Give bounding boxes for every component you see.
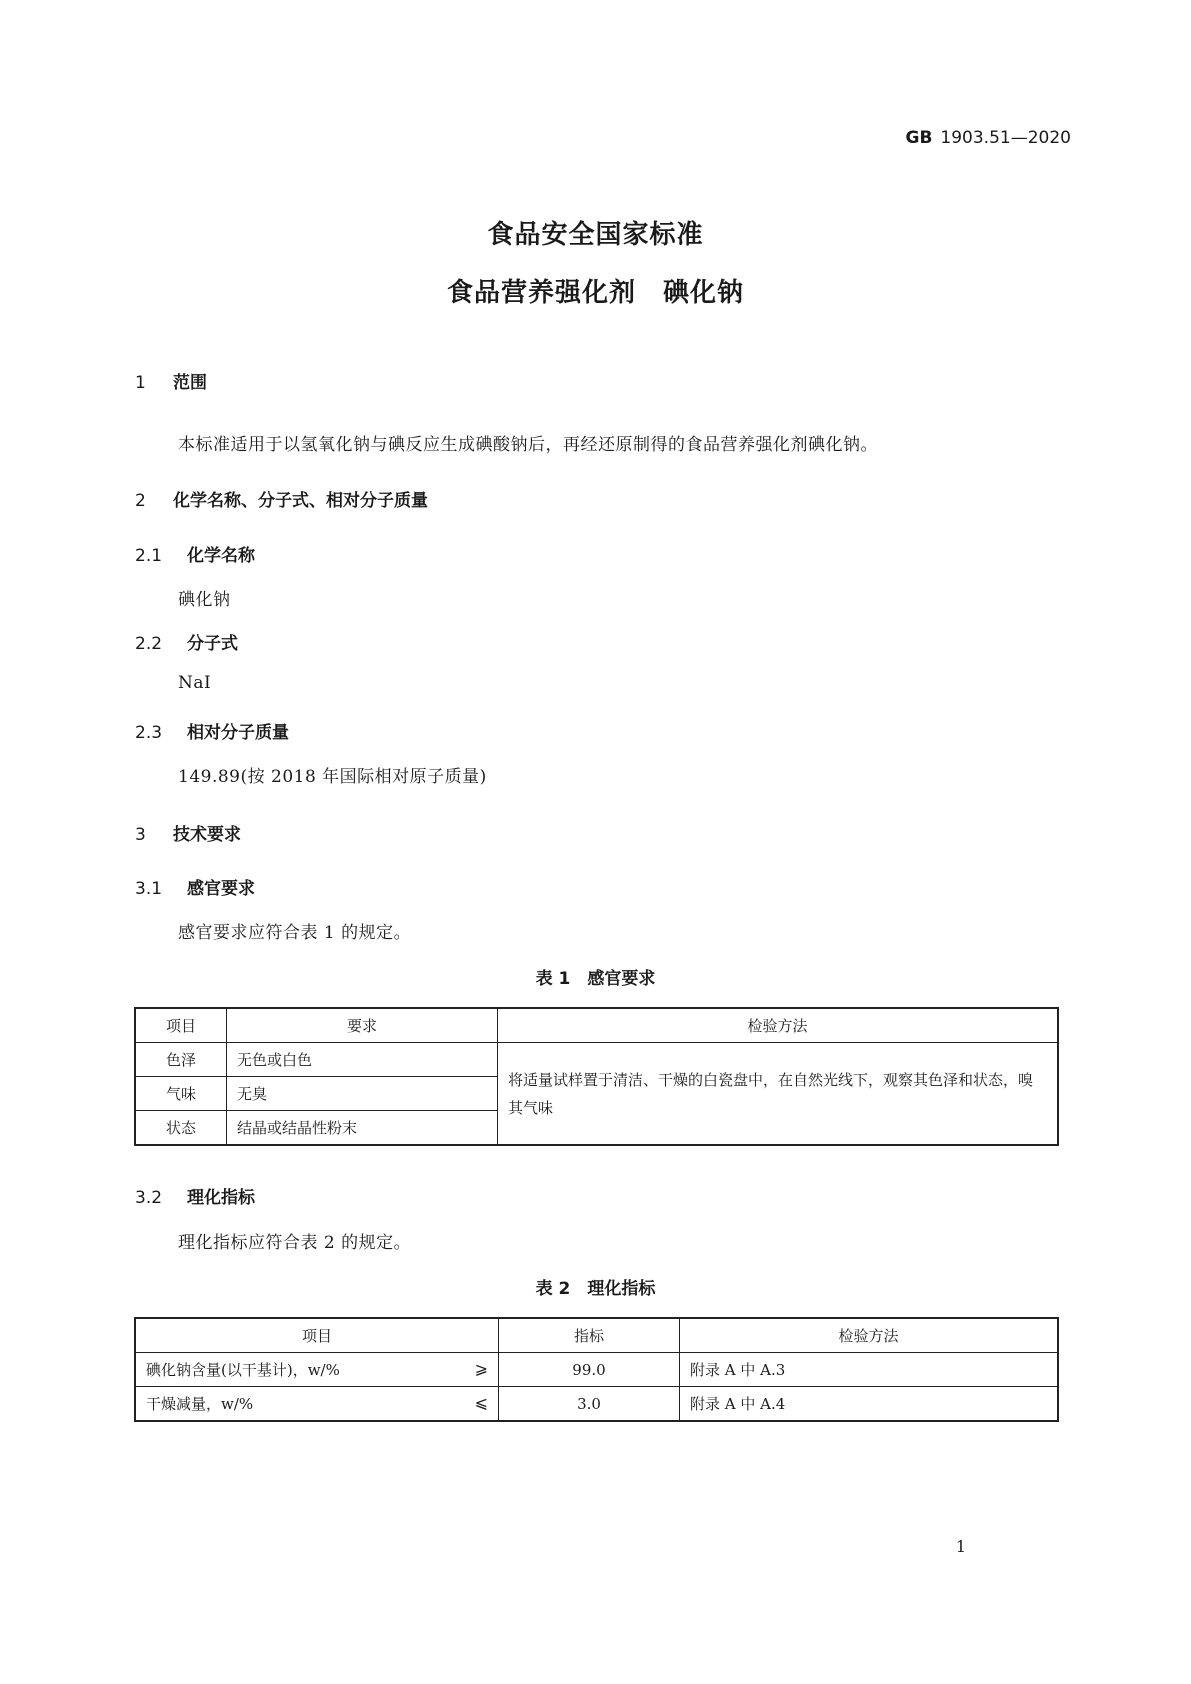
table-row <box>135 1387 1058 1422</box>
table-header-cell: 检验方法 <box>680 1318 1059 1353</box>
section-1-text: 本标准适用于以氢氧化钠与碘反应生成碘酸钠后，再经还原制得的食品营养强化剂碘化钠。 <box>178 435 878 455</box>
standard-prefix: GB <box>905 128 933 148</box>
table-1-caption: 表 1 感官要求 <box>535 969 656 989</box>
table-cell-item: 状态 <box>135 1111 227 1146</box>
table-cell-requirement: 结晶或结晶性粉末 <box>227 1111 498 1146</box>
table-header-cell: 要求 <box>227 1008 498 1043</box>
table-cell-item: 色泽 <box>135 1043 227 1077</box>
section-1-heading: 1 范围 <box>135 373 207 393</box>
table-header-cell: 检验方法 <box>498 1008 1059 1043</box>
table-cell-method: 附录 A 中 A.4 <box>680 1387 1059 1422</box>
table-header-cell: 项目 <box>135 1318 499 1353</box>
section-2-2-heading: 2.2 分子式 <box>135 634 238 654</box>
section-3-2-text: 理化指标应符合表 2 的规定。 <box>178 1233 412 1253</box>
table-cell-value: 99.0 <box>499 1353 680 1387</box>
table-cell-requirement: 无臭 <box>227 1077 498 1111</box>
comparison-operator: ⩽ <box>474 1393 488 1412</box>
table-cell-value: 3.0 <box>499 1387 680 1422</box>
table-row <box>135 1318 1058 1353</box>
table-cell-requirement: 无色或白色 <box>227 1043 498 1077</box>
section-2-1-heading: 2.1 化学名称 <box>135 546 255 566</box>
page-number: 1 <box>955 1537 966 1556</box>
table-row <box>135 1353 1058 1387</box>
table-cell-method: 附录 A 中 A.3 <box>680 1353 1059 1387</box>
section-2-2-text: NaI <box>178 673 212 693</box>
section-2-1-text: 碘化钠 <box>178 590 231 610</box>
table-2-caption: 表 2 理化指标 <box>535 1279 656 1299</box>
table-cell-item: 干燥减量，w/% ⩽ <box>135 1387 499 1422</box>
table-header-cell: 指标 <box>499 1318 680 1353</box>
standard-code: 1903.51—2020 <box>940 128 1071 148</box>
table-2 <box>134 1317 1059 1422</box>
table-header-cell: 项目 <box>135 1008 227 1043</box>
table-cell-method: 将适量试样置于清洁、干燥的白瓷盘中，在自然光线下，观察其色泽和状态，嗅其气味 <box>498 1043 1059 1146</box>
table-row <box>135 1008 1058 1043</box>
section-2-heading: 2 化学名称、分子式、相对分子质量 <box>135 491 428 511</box>
table-1 <box>134 1007 1059 1146</box>
document-title-line1: 食品安全国家标准 <box>487 220 704 250</box>
table-row <box>135 1043 1058 1077</box>
section-2-3-text: 149.89(按 2018 年国际相对原子质量) <box>178 767 487 787</box>
document-title-line2: 食品营养强化剂 碘化钠 <box>446 278 744 308</box>
section-3-2-heading: 3.2 理化指标 <box>135 1188 255 1208</box>
table-cell-item: 碘化钠含量(以干基计)，w/% ⩾ <box>135 1353 499 1387</box>
section-2-3-heading: 2.3 相对分子质量 <box>135 723 289 743</box>
comparison-operator: ⩾ <box>474 1359 488 1378</box>
section-3-heading: 3 技术要求 <box>135 825 241 845</box>
section-3-1-text: 感官要求应符合表 1 的规定。 <box>178 923 412 943</box>
section-3-1-heading: 3.1 感官要求 <box>135 879 255 899</box>
standard-number <box>906 128 1072 148</box>
table-cell-item: 气味 <box>135 1077 227 1111</box>
